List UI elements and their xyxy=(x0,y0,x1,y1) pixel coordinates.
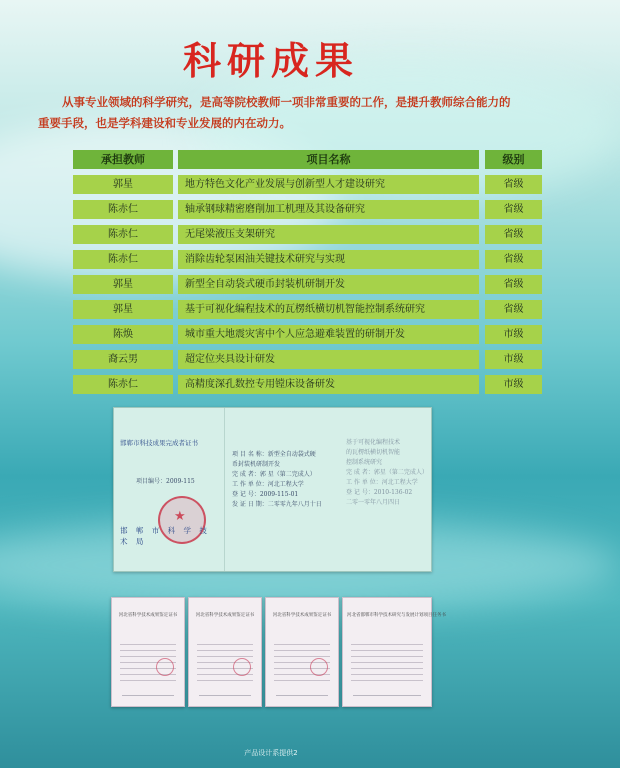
intro-paragraph: 从事专业领域的科学研究，是高等院校教师一项非常重要的工作，是提升教师综合能力的重要手段，也是学科建设和专业发展的内在动力。 xyxy=(38,95,511,130)
stamp-icon xyxy=(310,658,328,676)
certificate-cover-page xyxy=(114,408,225,571)
teacher-cell: 郭星 xyxy=(73,175,173,194)
document-title: 河北省邯郸市科学技术研究与发展计划项目任务书 xyxy=(347,613,446,618)
project-cell: 消除齿轮泵困油关键技术研究与实现 xyxy=(178,250,479,269)
certificate-field: 完 成 者：郭 星（第二完成人） xyxy=(232,471,316,478)
project-cell: 高精度深孔数控专用镗床设备研发 xyxy=(178,375,479,394)
teacher-cell: 陈赤仁 xyxy=(73,250,173,269)
certificate-field: 项 目 名 称：新型全自动袋式硬 xyxy=(232,451,316,458)
document-photo xyxy=(342,597,446,707)
achievement-certificate-photo xyxy=(113,407,432,572)
level-cell: 省级 xyxy=(485,175,542,194)
level-cell: 省级 xyxy=(485,250,542,269)
document-title: 河北省科学技术成果鉴定证书 xyxy=(118,613,178,618)
certificate-field: 二零一零年八月四日 xyxy=(346,499,401,506)
project-cell: 轴承钢球精密磨削加工机理及其设备研究 xyxy=(178,200,479,219)
teacher-cell: 裔云男 xyxy=(73,350,173,369)
level-cell: 市级 xyxy=(485,325,542,344)
document-photo xyxy=(111,597,185,707)
level-cell: 省级 xyxy=(485,275,542,294)
document-footer-line xyxy=(199,695,251,696)
certificate-field: 登 记 号：2010-136-02 xyxy=(346,489,413,496)
document-footer-line xyxy=(122,695,174,696)
project-cell: 城市重大地震灾害中个人应急避难装置的研制开发 xyxy=(178,325,479,344)
document-title: 河北省科学技术成果鉴定证书 xyxy=(272,613,332,618)
level-cell: 省级 xyxy=(485,200,542,219)
header-level: 级别 xyxy=(485,150,542,169)
stamp-icon xyxy=(156,658,174,676)
project-cell: 基于可视化编程技术的瓦楞纸横切机智能控制系统研究 xyxy=(178,300,479,319)
teacher-cell: 陈焕 xyxy=(73,325,173,344)
teacher-cell: 陈赤仁 xyxy=(73,375,173,394)
level-cell: 市级 xyxy=(485,350,542,369)
teacher-cell: 郭星 xyxy=(73,300,173,319)
certificate-field: 完 成 者：郭星（第二完成人） xyxy=(346,469,428,476)
document-text-lines xyxy=(351,644,423,684)
header-teacher: 承担教师 xyxy=(73,150,173,169)
document-photo xyxy=(265,597,339,707)
document-photo xyxy=(188,597,262,707)
level-cell: 省级 xyxy=(485,225,542,244)
certificate-field: 工 作 单 位：河北工程大学 xyxy=(346,479,418,486)
certificate-number: 项目编号：2009-115 xyxy=(136,478,195,485)
certificate-field: 的瓦楞纸横切机智能 xyxy=(346,449,401,456)
project-cell: 超定位夹具设计研发 xyxy=(178,350,479,369)
teacher-cell: 陈赤仁 xyxy=(73,200,173,219)
certificate-issuer: 邯 郸 市 科 学 技 术 局 xyxy=(120,526,210,546)
document-title: 河北省科学技术成果鉴定证书 xyxy=(195,613,255,618)
document-footer-line xyxy=(276,695,328,696)
page-title: 科研成果 xyxy=(182,39,359,83)
certificate-field: 工 作 单 位：河北工程大学 xyxy=(232,481,304,488)
certificate-field: 发 证 日 期：二零零九年八月十日 xyxy=(232,501,322,508)
project-cell: 新型全自动袋式硬币封装机研制开发 xyxy=(178,275,479,294)
certificate-field: 控制系统研究 xyxy=(346,459,383,466)
stamp-icon xyxy=(233,658,251,676)
project-cell: 无尾梁液压支架研究 xyxy=(178,225,479,244)
level-cell: 省级 xyxy=(485,300,542,319)
level-cell: 市级 xyxy=(485,375,542,394)
project-cell: 地方特色文化产业发展与创新型人才建设研究 xyxy=(178,175,479,194)
certificate-field: 币封装机研制开发 xyxy=(232,461,281,468)
header-project: 项目名称 xyxy=(178,150,479,169)
teacher-cell: 陈赤仁 xyxy=(73,225,173,244)
document-footer-line xyxy=(353,695,421,696)
certificate-field: 基于可视化编程技术 xyxy=(346,439,401,446)
footer-credit: 产品设计系提供2 xyxy=(244,749,298,757)
certificate-field: 登 记 号：2009-115-01 xyxy=(232,491,299,498)
certificate-fields xyxy=(232,450,342,510)
second-certificate-page xyxy=(346,438,428,508)
teacher-cell: 郭星 xyxy=(73,275,173,294)
certificate-title: 邯郸市科技成果完成者证书 xyxy=(120,439,198,447)
